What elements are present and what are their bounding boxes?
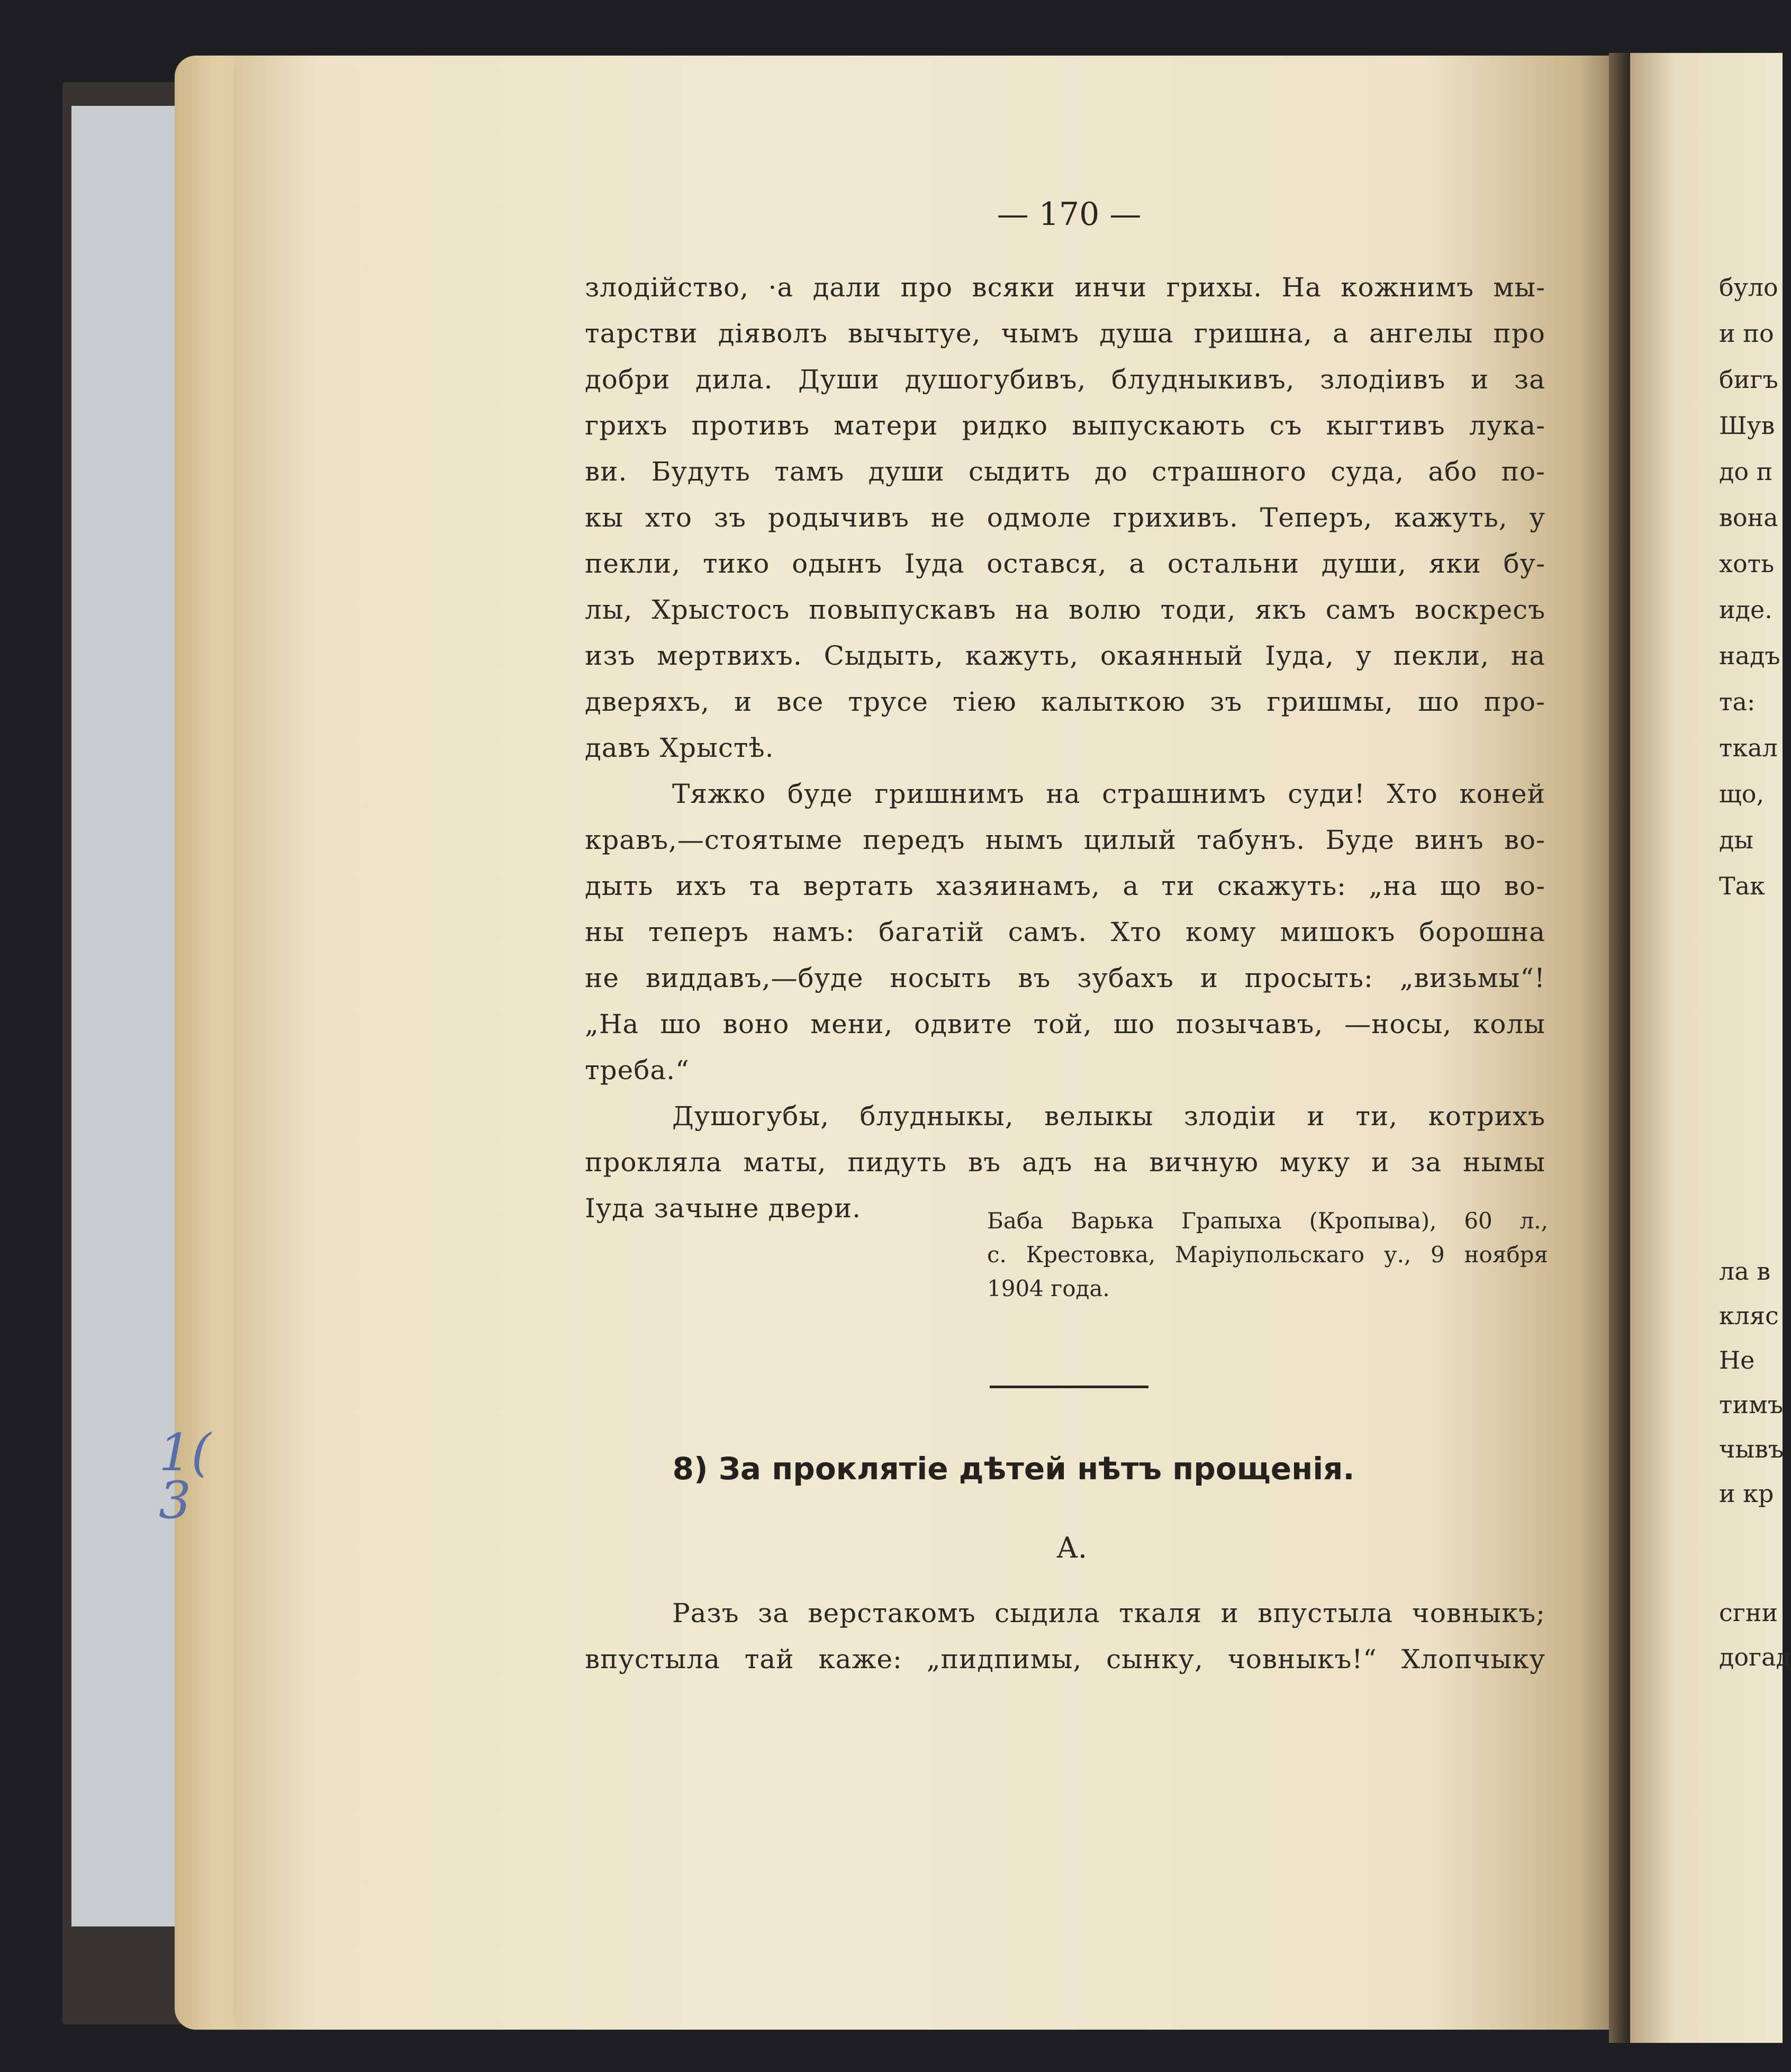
text-line: Тяжко буде гришнимъ на страшнимъ суди! Хто коней [672, 779, 1545, 809]
right-page-fragment: вона [1719, 503, 1778, 532]
text-line: ви. Будуть тамъ души сыдить до страшного суда, або по- [585, 456, 1545, 487]
page-number: — 170 — [997, 196, 1142, 233]
text-line: злодійство, ·а дали про всяки инчи грихы. На кожнимъ мы- [585, 272, 1545, 303]
text-line: „На шо воно мени, одвите той, шо позычавъ, —носы, колы [585, 1009, 1545, 1039]
text-line: прокляла маты, пидуть въ адъ на вичную муку и за нымы [585, 1147, 1545, 1178]
text-line: кы хто зъ родычивъ не одмоле грихивъ. Теперъ, кажуть, у [585, 502, 1545, 533]
right-page-fragment: кляс [1719, 1301, 1779, 1330]
right-page-fragment: Так [1719, 872, 1765, 900]
text-line: пекли, тико одынъ Іуда остався, а остальни души, яки бу- [585, 548, 1545, 579]
right-page-fragment: ткал [1719, 734, 1778, 762]
citation-line: 1904 года. [987, 1275, 1110, 1301]
right-page-fragment: було [1719, 273, 1778, 302]
right-page-fragment: Шув [1719, 411, 1775, 440]
text-line: не виддавъ,—буде носыть въ зубахъ и просыть: „визьмы“! [585, 963, 1545, 993]
right-page-fragment: догад [1719, 1643, 1791, 1671]
text-line: дверяхъ, и все трусе тіею калыткою зъ гришмы, шо про- [585, 686, 1545, 717]
right-page-fragment: иде. [1719, 595, 1772, 624]
right-page-fragment: чывъ [1719, 1435, 1784, 1463]
right-page-fragment: и по [1719, 319, 1774, 348]
right-page-fragment: до п [1719, 457, 1773, 486]
right-page-fragment: сгни [1719, 1598, 1778, 1627]
text-line: ны теперъ намъ: багатій самъ. Хто кому мишокъ борошна [585, 917, 1545, 947]
right-page-text [1719, 265, 1783, 909]
text-line: Іуда зачыне двери. [585, 1193, 862, 1224]
right-page-fragment: надъ [1719, 641, 1780, 670]
section-divider [990, 1386, 1148, 1388]
text-line: впустыла тай каже: „пидпимы, сынку, човныкъ!“ Хлопчыку [585, 1644, 1545, 1675]
body-text-continued [585, 1590, 1545, 1682]
body-text [585, 265, 1545, 1232]
text-line: изъ мертвихъ. Сыдыть, кажуть, окаянный Іуда, у пекли, на [585, 640, 1545, 671]
margin-ink-mark: 1( 3 [159, 1423, 211, 1530]
section-heading: 8) За проклятіе дѣтей нѣтъ прощенія. [672, 1451, 1355, 1487]
source-citation [987, 1204, 1548, 1306]
right-page-fragment: и кр [1719, 1479, 1774, 1508]
right-page-fragment: ла в [1719, 1257, 1771, 1286]
right-page-fragment: Не [1719, 1346, 1755, 1374]
text-line: лы, Хрыстосъ повыпускавъ на волю тоди, якъ самъ воскресъ [585, 594, 1545, 625]
text-line: давъ Хрыстѣ. [585, 732, 774, 763]
citation-line: с. Крестовка, Маріупольскаго у., 9 ноября [987, 1242, 1548, 1268]
text-line: треба.“ [585, 1055, 690, 1085]
right-page-fragment: хоть [1719, 549, 1775, 578]
right-page-text-middle [1719, 1249, 1783, 1516]
text-line: тарстви діяволъ вычытуе, чымъ душа гришна, а ангелы про [585, 318, 1545, 349]
right-page-fragment: та: [1719, 687, 1756, 716]
text-line: Душогубы, блудныкы, велыкы злодіи и ти, котрихъ [672, 1101, 1545, 1132]
right-page-fragment: що, [1719, 780, 1765, 808]
text-line: добри дила. Души душогубивъ, блудныкивъ, злодіивъ и за [585, 364, 1545, 395]
citation-line: Баба Варька Грапыха (Кропыва), 60 л., [987, 1208, 1548, 1234]
right-page-fragment: ды [1719, 826, 1753, 854]
text-line: дыть ихъ та вертать хазяинамъ, а ти скажуть: „на що во- [585, 871, 1545, 901]
text-line: грихъ противъ матери ридко выпускають съ кыгтивъ лука- [585, 410, 1545, 441]
text-line: кравъ,—стоятыме передъ нымъ цилый табунъ. Буде винъ во- [585, 825, 1545, 855]
text-line: Разъ за верстакомъ сыдила ткаля и впустыла човныкъ; [672, 1598, 1545, 1628]
right-page-fragment: бигъ [1719, 365, 1778, 394]
right-page-text-bottom [1719, 1590, 1791, 1679]
subsection-label: А. [1056, 1531, 1088, 1564]
right-page-fragment: тимъ [1719, 1390, 1784, 1419]
